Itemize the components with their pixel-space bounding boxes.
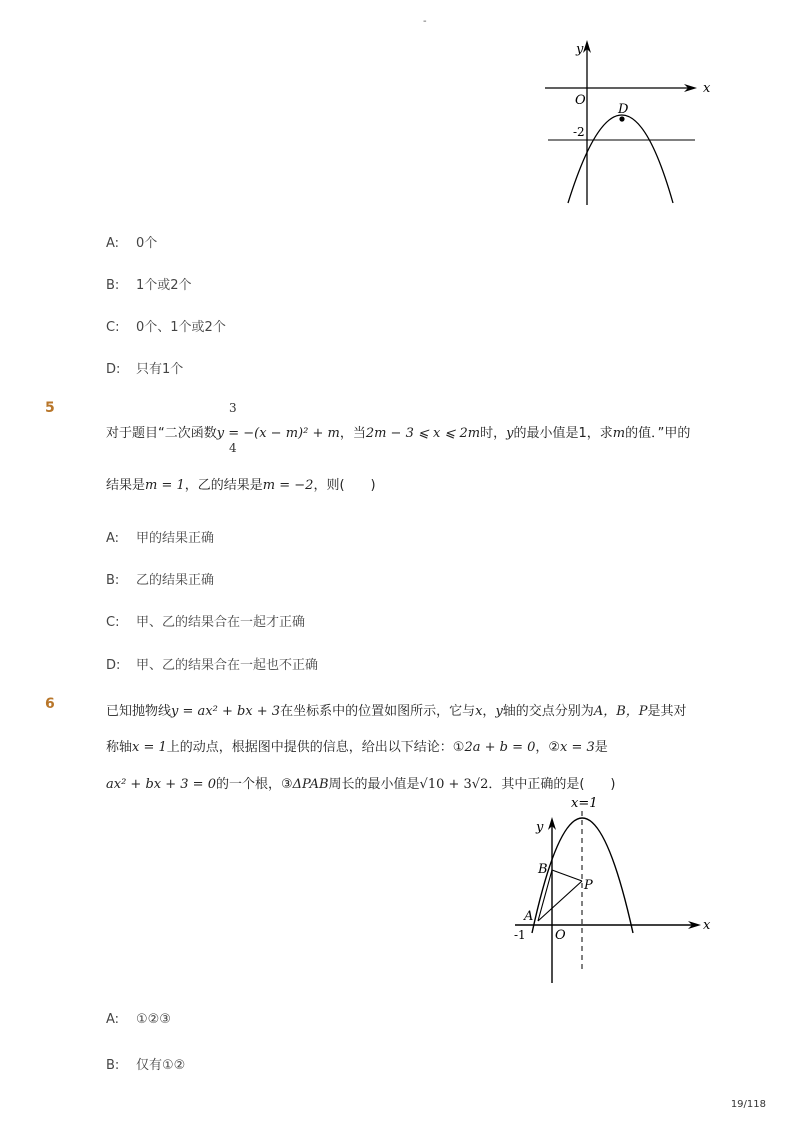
q4-option-c[interactable]: C: 0个、1个或2个 xyxy=(106,320,226,335)
fig2-point-b: B xyxy=(538,862,548,877)
q5-option-d[interactable]: D: 甲、乙的结果合在一起也不正确 xyxy=(106,658,319,673)
fig2-axis-label: x=1 xyxy=(571,796,598,811)
q6-line-2: 称轴x = 1上的动点，根据图中提供的信息，给出以下结论：①2a + b = 0，②x = 3是 xyxy=(106,740,608,755)
q5-frac-numerator: 3 xyxy=(229,401,237,415)
q5-line-2: 结果是m = 1，乙的结果是m = −2，则( ) xyxy=(106,478,376,493)
q4-option-a[interactable]: A: 0个 xyxy=(106,236,158,251)
q5-frac-denominator: 4 xyxy=(229,441,237,455)
header-mark: - xyxy=(423,16,427,27)
q4-option-d[interactable]: D: 只有1个 xyxy=(106,362,184,377)
fig1-tick-neg2: -2 xyxy=(573,125,585,139)
fig2-point-p: P xyxy=(584,878,593,893)
q6-option-a[interactable]: A: ①②③ xyxy=(106,1012,171,1027)
fig1-x-label: x xyxy=(703,81,711,96)
figure-parabola-triangle-pab xyxy=(505,793,725,988)
page-number: 19/118 xyxy=(730,1099,766,1110)
q5-line-1: 对于题目“二次函数y = −(x − m)² + m，当2m − 3 ⩽ x ⩽ 2m时，y的最小值是1，求m的值．”甲的 xyxy=(106,426,691,441)
q4-option-b[interactable]: B: 1个或2个 xyxy=(106,278,192,293)
fig2-point-a: A xyxy=(524,909,534,924)
figure-parabola-vertex-d xyxy=(540,35,720,210)
q6-line-3: ax² + bx + 3 = 0的一个根，③ΔPAB周长的最小值是√10 + 3√2．其中正确的是( ) xyxy=(106,777,616,792)
question-6-number: 6 xyxy=(45,696,55,712)
q5-option-a[interactable]: A: 甲的结果正确 xyxy=(106,531,215,546)
q5-option-b[interactable]: B: 乙的结果正确 xyxy=(106,573,215,588)
fig2-x-label: x xyxy=(703,918,711,933)
q5-option-c[interactable]: C: 甲、乙的结果合在一起才正确 xyxy=(106,615,306,630)
question-5-number: 5 xyxy=(45,400,55,416)
fig1-point-d: D xyxy=(618,102,629,117)
q6-line-1: 已知抛物线y = ax² + bx + 3在坐标系中的位置如图所示，它与x，y轴的交点分别为A，B，P是其对 xyxy=(106,704,687,719)
fig2-origin: O xyxy=(555,928,566,943)
fig2-y-label: y xyxy=(536,820,544,835)
fig1-y-label: y xyxy=(576,42,584,57)
q6-option-b[interactable]: B: 仅有①② xyxy=(106,1058,186,1073)
fig2-tick-neg1: -1 xyxy=(514,928,526,942)
fig1-origin: O xyxy=(575,93,586,108)
